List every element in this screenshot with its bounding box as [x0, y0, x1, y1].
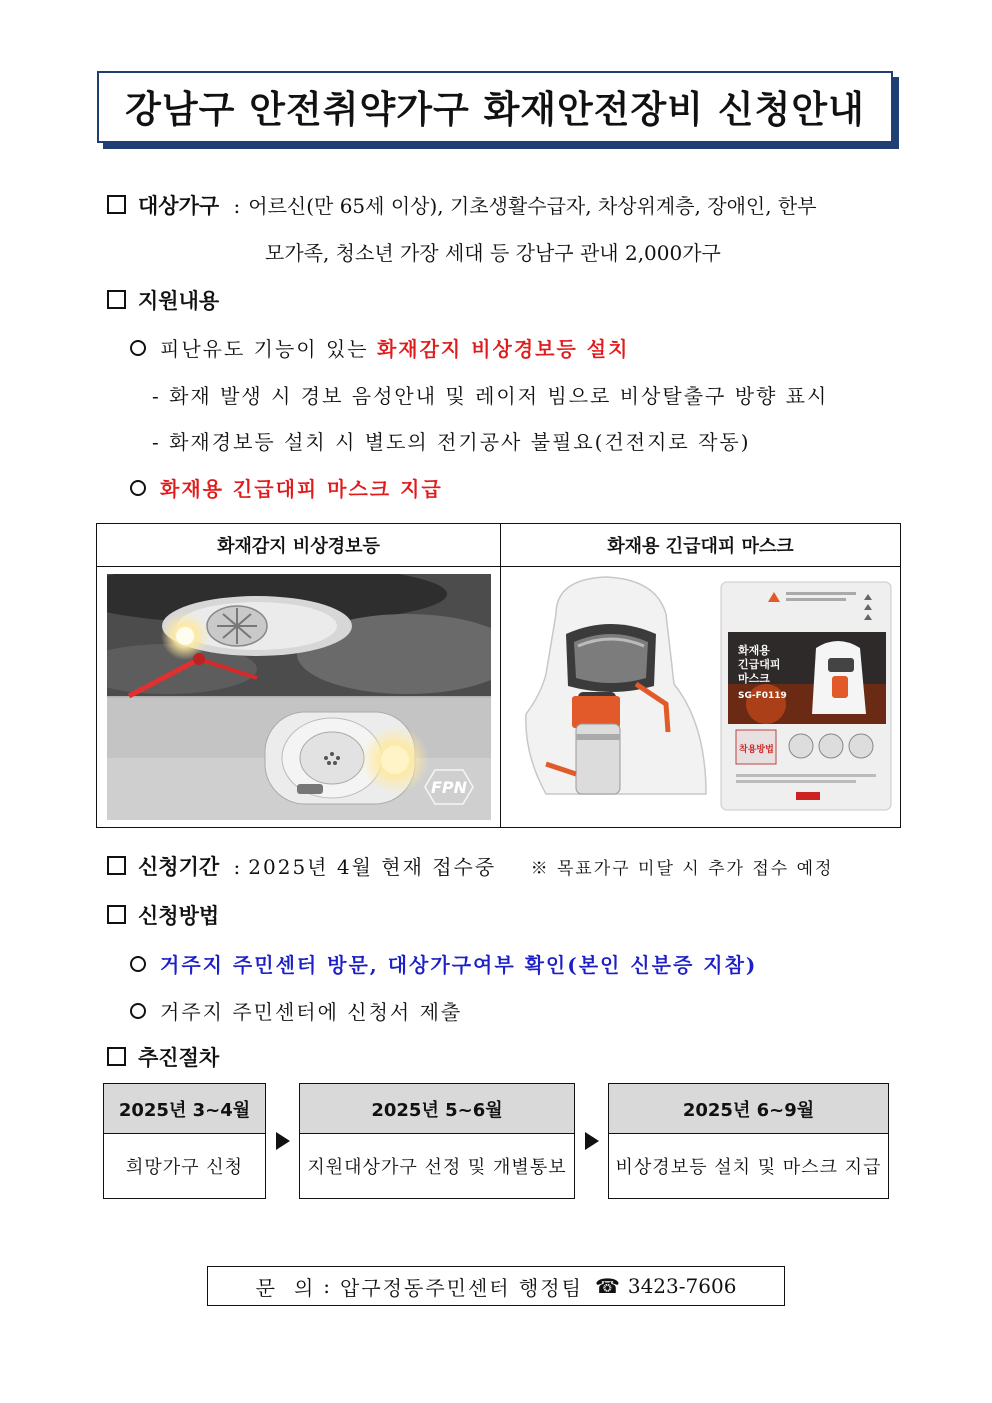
method-item1-text: 거주지 주민센터 방문, 대상가구여부 확인(본인 신분증 지참) [160, 953, 758, 977]
contact-colon: : [323, 1274, 331, 1298]
method-item2 [130, 996, 462, 1025]
support-item2 [130, 473, 443, 502]
support-item1-prefix: 피난유도 기능이 있는 [160, 337, 377, 361]
process-label: 추진절차 [138, 1045, 220, 1070]
alarm-photo [107, 574, 491, 820]
checkbox-square-icon [107, 856, 126, 875]
target-line1: 어르신(만 65세 이상), 기초생활수급자, 차상위계층, 장애인, 한부 [248, 194, 817, 218]
process-step-period: 2025년 6~9월 [609, 1084, 888, 1134]
support-detail2: - 화재경보등 설치 시 별도의 전기공사 불필요(건전지로 작동) [152, 430, 751, 454]
target-line2: 모가족, 청소년 가장 세대 등 강남구 관내 2,000가구 [265, 241, 721, 265]
method-label: 신청방법 [138, 903, 220, 928]
arrow-right-icon [276, 1132, 290, 1150]
method-section [107, 900, 219, 930]
period-label: 신청기간 [138, 854, 220, 879]
checkbox-square-icon [107, 195, 126, 214]
contact-box [207, 1266, 785, 1306]
arrow-right-icon [585, 1132, 599, 1150]
checkbox-square-icon [107, 290, 126, 309]
period-colon: : [233, 855, 241, 879]
circle-bullet-icon [130, 340, 146, 356]
support-label: 지원내용 [138, 288, 220, 313]
target-colon: : [233, 194, 241, 218]
process-step-1 [103, 1083, 266, 1199]
process-step-period: 2025년 3~4월 [104, 1084, 265, 1134]
alarm-illustration [107, 574, 491, 820]
method-item2-text: 거주지 주민센터에 신청서 제출 [160, 1000, 463, 1024]
page-title: 강남구 안전취약가구 화재안전장비 신청안내 [125, 88, 865, 131]
table-header-alarm: 화재감지 비상경보등 [97, 524, 501, 567]
support-item2-highlight: 화재용 긴급대피 마스크 지급 [160, 477, 443, 501]
support-detail1: - 화재 발생 시 경보 음성안내 및 레이저 빔으로 비상탈출구 방향 표시 [152, 384, 829, 408]
target-section [107, 190, 817, 220]
target-label: 대상가구 [138, 193, 220, 218]
package-model: SG-F0119 [738, 691, 787, 701]
process-section [107, 1042, 219, 1072]
circle-bullet-icon [130, 1003, 146, 1019]
checkbox-square-icon [107, 905, 126, 924]
support-item1-highlight: 화재감지 비상경보등 설치 [376, 337, 630, 361]
mask-illustration [516, 574, 896, 820]
support-section [107, 285, 219, 315]
telephone-icon: ☎ [594, 1274, 620, 1298]
contact-label: 문 의 [255, 1275, 314, 1300]
alarm-image-cell [97, 567, 501, 828]
process-step-task: 비상경보등 설치 및 마스크 지급 [615, 1157, 882, 1178]
circle-bullet-icon [130, 956, 146, 972]
package-line1: 화재용 [738, 644, 770, 657]
period-text: 2025년 4월 현재 접수중 [248, 855, 497, 879]
mask-image-cell [501, 567, 901, 828]
package-line2: 긴급대피 [738, 658, 781, 671]
contact-office: 압구정동주민센터 행정팀 [340, 1275, 583, 1300]
title-box [97, 71, 893, 143]
fpn-watermark: FPN [431, 778, 468, 797]
method-item1 [130, 949, 757, 978]
mask-photo [516, 574, 896, 820]
table-header-mask: 화재용 긴급대피 마스크 [501, 524, 901, 567]
checkbox-square-icon [107, 1047, 126, 1066]
circle-bullet-icon [130, 480, 146, 496]
process-step-task: 희망가구 신청 [125, 1157, 244, 1178]
process-step-task: 지원대상가구 선정 및 개별통보 [307, 1157, 567, 1178]
support-item1 [130, 333, 629, 362]
package-badge: 착용방법 [739, 745, 774, 755]
process-step-2 [299, 1083, 575, 1199]
process-step-3 [608, 1083, 889, 1199]
contact-phone: 3423-7606 [627, 1274, 737, 1298]
period-section [107, 851, 833, 881]
period-note: ※ 목표가구 미달 시 추가 접수 예정 [530, 859, 834, 879]
equipment-table [96, 523, 901, 828]
package-line3: 마스크 [738, 672, 770, 685]
process-step-period: 2025년 5~6월 [300, 1084, 574, 1134]
